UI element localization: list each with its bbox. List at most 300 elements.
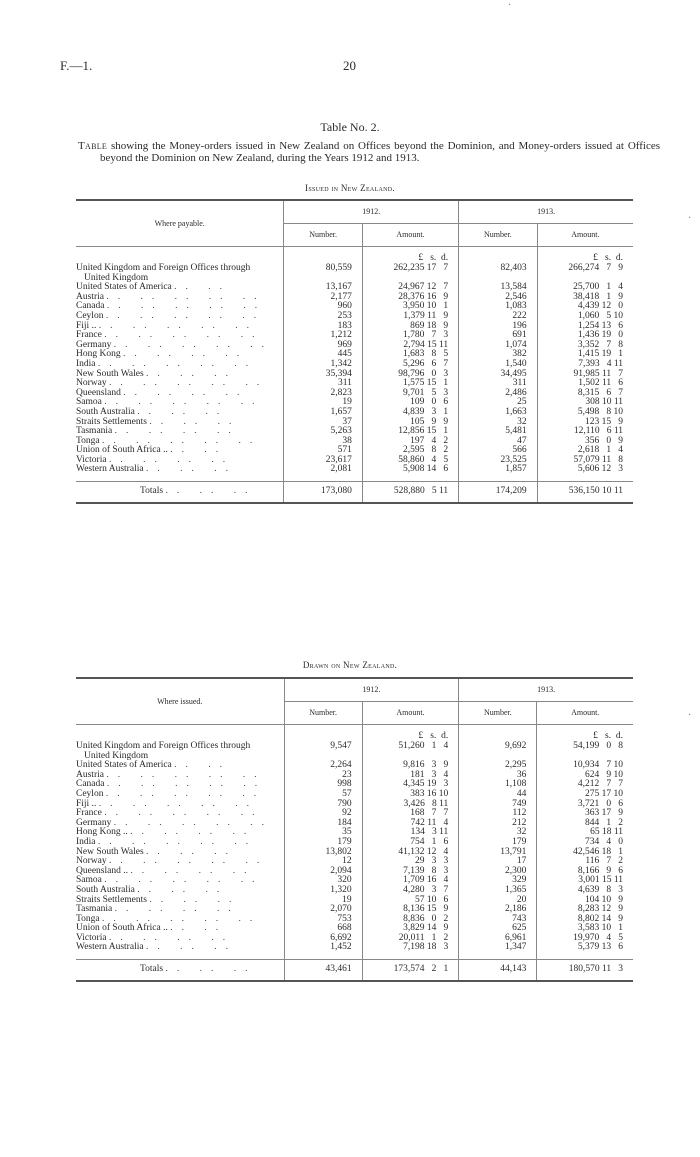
amount-1913: 1,060 5 10 xyxy=(537,312,633,322)
number-header: Number. xyxy=(284,224,362,247)
number-1913: 6,961 xyxy=(459,934,537,944)
number-1912: 5,263 xyxy=(284,427,362,437)
number-1912: 320 xyxy=(284,876,362,886)
total-number-1912: 43,461 xyxy=(284,960,362,982)
leader-dots: .. .. .. xyxy=(165,486,257,497)
leader-dots: .. .. .. .. .. xyxy=(97,836,258,847)
number-1912: 1,657 xyxy=(284,408,362,418)
number-header: Number. xyxy=(284,702,362,725)
number-1912: 753 xyxy=(284,915,362,925)
amount-1912: 98,796 0 3 xyxy=(362,370,458,380)
amount-1912: 1,575 15 1 xyxy=(362,379,458,389)
place-name: Austria xyxy=(76,291,104,302)
number-1912: 80,559 xyxy=(284,264,362,274)
amount-1913: 91,985 11 7 xyxy=(537,370,633,380)
number-1913: 1,083 xyxy=(459,302,537,312)
leader-dots: .. .. .. .. .. xyxy=(108,856,269,867)
number-1912: 668 xyxy=(284,924,362,934)
leader-dots: .. .. xyxy=(170,923,228,934)
leader-dots: .. .. .. .. xyxy=(114,426,240,437)
number-1913: 34,495 xyxy=(459,370,537,380)
amount-1912: 5,296 6 7 xyxy=(362,360,458,370)
place-name: India xyxy=(76,358,96,369)
table-row xyxy=(76,943,633,953)
amount-1913: 25,700 1 4 xyxy=(537,283,633,293)
place-name: South Australia xyxy=(76,406,135,417)
place-name: Fiji .. xyxy=(76,320,97,331)
amount-1912: 4,280 3 7 xyxy=(362,886,459,896)
number-1912: 19 xyxy=(284,896,362,906)
place-name: France xyxy=(76,808,102,819)
leader-dots: .. .. .. xyxy=(146,846,238,857)
place-name: Tonga xyxy=(76,435,100,446)
amount-1913: 54,199 0 8 xyxy=(537,742,633,752)
place-name: Queensland xyxy=(76,387,121,398)
number-1913: 47 xyxy=(459,437,537,447)
drawn-section-heading: Drawn on New Zealand. xyxy=(302,660,398,670)
total-number-1913: 44,143 xyxy=(459,960,537,982)
totals-row xyxy=(76,960,633,982)
place-name: Germany xyxy=(76,817,112,828)
place-cell xyxy=(76,943,284,953)
issued-rows xyxy=(76,247,633,504)
number-1913: 9,692 xyxy=(459,742,537,752)
number-1913: 566 xyxy=(459,446,537,456)
number-1913: 13,584 xyxy=(459,283,537,293)
leader-dots: .. .. .. .. xyxy=(108,454,235,465)
totals-label: Totals xyxy=(140,964,164,975)
amount-1913: 5,606 12 3 xyxy=(537,465,633,475)
number-1913: 20 xyxy=(459,896,537,906)
amount-1912: 742 11 4 xyxy=(362,819,459,829)
number-1912: 969 xyxy=(284,341,362,351)
amount-1912: 754 1 6 xyxy=(362,838,459,848)
amount-1912: 9,816 3 9 xyxy=(362,761,459,771)
leader-dots: .. .. .. .. .. xyxy=(108,378,269,389)
year-1913-header: 1913. xyxy=(459,200,633,224)
number-1913: 32 xyxy=(459,828,537,838)
place-name: United Kingdom xyxy=(84,750,149,761)
place-name: Austria xyxy=(76,769,104,780)
amount-1912: 2,794 15 11 xyxy=(362,341,458,351)
amount-1912: 1,379 11 9 xyxy=(362,312,458,322)
place-name: Norway xyxy=(76,378,107,389)
number-1912: 2,081 xyxy=(284,465,362,475)
number-1913: 82,403 xyxy=(459,264,537,274)
leader-dots: .. .. .. .. .. xyxy=(106,291,266,302)
amount-1912: 57 10 6 xyxy=(362,896,459,906)
number-1913: 25 xyxy=(459,398,537,408)
amount-1912: 24,967 12 7 xyxy=(362,283,458,293)
amount-1912: 51,260 1 4 xyxy=(362,742,459,752)
number-1913: 36 xyxy=(459,771,537,781)
amount-1912: 29 3 3 xyxy=(362,857,459,867)
number-1912: 445 xyxy=(284,350,362,360)
amount-header: Amount. xyxy=(362,702,459,725)
description-lead: Table xyxy=(78,140,108,152)
units-label: £ s. d. xyxy=(362,253,458,264)
units-label: £ s. d. xyxy=(362,731,459,742)
amount-1913: 38,418 1 9 xyxy=(537,293,633,303)
amount-1913: 5,498 8 10 xyxy=(537,408,633,418)
description-text: showing the Money-orders issued in New Zealand on Offices beyond the Dominion, and Money-orders issued at Offices beyond the Dominion on New Zealand, during the Years 1912 and 1913. xyxy=(100,140,661,164)
number-1913: 1,857 xyxy=(459,465,537,475)
place-name: Ceylon xyxy=(76,310,104,321)
amount-1913: 1,436 19 0 xyxy=(537,331,633,341)
amount-1912: 3,829 14 9 xyxy=(362,924,459,934)
leader-dots: .. .. .. xyxy=(149,894,241,905)
number-1913: 749 xyxy=(459,800,537,810)
scan-mark: · xyxy=(508,0,512,11)
number-1912: 1,452 xyxy=(284,943,362,953)
leader-dots: .. .. xyxy=(170,445,228,456)
number-1912: 1,342 xyxy=(284,360,362,370)
place-name: United Kingdom and Foreign Offices through xyxy=(76,741,251,751)
number-1912: 13,802 xyxy=(284,848,362,858)
amount-1912: 12,856 15 1 xyxy=(362,427,458,437)
amount-1913: 65 18 11 xyxy=(537,828,633,838)
number-1912: 2,264 xyxy=(284,761,362,771)
issued-table xyxy=(76,199,633,504)
amount-1912: 197 4 2 xyxy=(362,437,458,447)
place-name: Straits Settlements xyxy=(76,416,147,427)
margin-mark: · xyxy=(688,213,692,224)
place-name: Straits Settlements xyxy=(76,894,147,905)
place-name: Samoa xyxy=(76,875,102,886)
amount-1912: 58,860 4 5 xyxy=(362,456,458,466)
leader-dots: .. .. .. .. .. xyxy=(104,397,264,408)
where-issued-header: Where issued. xyxy=(76,678,284,725)
drawn-table xyxy=(76,677,633,982)
place-name: United States of America xyxy=(76,282,172,293)
number-1912: 57 xyxy=(284,790,362,800)
place-name: Union of South Africa .. xyxy=(76,445,168,456)
table-row xyxy=(76,465,633,475)
amount-1913: 8,802 14 9 xyxy=(537,915,633,925)
number-header: Number. xyxy=(459,702,537,725)
number-1913: 382 xyxy=(459,350,537,360)
number-1913: 44 xyxy=(459,790,537,800)
number-1913: 1,347 xyxy=(459,943,537,953)
amount-1913: 104 10 9 xyxy=(537,896,633,906)
place-name: Hong Kong .. xyxy=(76,827,128,838)
amount-1912: 869 18 9 xyxy=(362,322,458,332)
place-name: United Kingdom and Foreign Offices through xyxy=(76,263,251,273)
totals-label-cell xyxy=(76,482,284,504)
leader-dots: .. .. .. .. xyxy=(114,904,240,915)
drawn-rows xyxy=(76,725,633,982)
number-1912: 184 xyxy=(284,819,362,829)
number-1912: 23,617 xyxy=(284,456,362,466)
leader-dots: .. .. .. .. .. xyxy=(105,310,266,321)
amount-1912: 1,780 7 3 xyxy=(362,331,458,341)
place-name: South Australia xyxy=(76,884,135,895)
number-1913: 1,365 xyxy=(459,886,537,896)
number-1912: 13,167 xyxy=(284,283,362,293)
number-1913: 13,791 xyxy=(459,848,537,858)
number-1913: 2,300 xyxy=(459,867,537,877)
number-1912: 998 xyxy=(284,780,362,790)
amount-1912: 7,139 8 3 xyxy=(362,867,459,877)
number-1912: 12 xyxy=(284,857,362,867)
amount-1913: 116 7 2 xyxy=(537,857,633,867)
amount-1913: 4,639 8 3 xyxy=(537,886,633,896)
amount-1912: 3,950 10 1 xyxy=(362,302,458,312)
year-1913-header: 1913. xyxy=(459,678,633,702)
amount-header: Amount. xyxy=(362,224,458,247)
number-1912: 35 xyxy=(284,828,362,838)
amount-1913: 1,254 13 6 xyxy=(537,322,633,332)
place-name: India xyxy=(76,836,96,847)
amount-header: Amount. xyxy=(537,702,633,725)
number-1912: 37 xyxy=(284,418,362,428)
year-1912-header: 1912. xyxy=(284,678,459,702)
leader-dots: .. .. .. xyxy=(165,964,257,975)
number-1913: 17 xyxy=(459,857,537,867)
place-name: Samoa xyxy=(76,397,102,408)
number-1913: 222 xyxy=(459,312,537,322)
place-name: Western Australia xyxy=(76,942,144,953)
amount-1913: 2,618 1 4 xyxy=(537,446,633,456)
amount-1912: 20,011 1 2 xyxy=(362,934,459,944)
leader-dots: .. .. .. .. .. xyxy=(104,330,264,341)
place-name: Western Australia xyxy=(76,464,144,475)
total-amount-1913: 180,570 11 3 xyxy=(537,960,633,982)
number-1912: 311 xyxy=(284,379,362,389)
number-1912: 790 xyxy=(284,800,362,810)
place-name: New South Wales xyxy=(76,846,144,857)
number-1912: 2,823 xyxy=(284,389,362,399)
leader-dots: .. .. .. .. xyxy=(122,349,249,360)
place-name: Ceylon xyxy=(76,788,104,799)
amount-1913: 8,166 9 6 xyxy=(537,867,633,877)
amount-1913: 19,970 4 5 xyxy=(537,934,633,944)
amount-1912: 383 16 10 xyxy=(362,790,459,800)
amount-1912: 134 3 11 xyxy=(362,828,459,838)
total-amount-1912: 528,880 5 11 xyxy=(362,482,458,504)
leader-dots: .. .. .. .. .. xyxy=(113,817,273,828)
leader-dots: .. .. .. .. xyxy=(130,865,256,876)
amount-1912: 8,136 15 9 xyxy=(362,905,459,915)
amount-1913: 57,079 11 8 xyxy=(537,456,633,466)
place-cell xyxy=(76,465,284,475)
number-1912: 1,320 xyxy=(284,886,362,896)
place-name: Canada xyxy=(76,301,105,312)
table-row xyxy=(76,264,633,274)
units-label: £ s. d. xyxy=(537,731,633,742)
margin-mark: · xyxy=(688,710,692,721)
number-1913: 1,108 xyxy=(459,780,537,790)
issued-section-heading: Issued in New Zealand. xyxy=(305,183,395,193)
amount-1912: 1,683 8 5 xyxy=(362,350,458,360)
amount-1913: 275 17 10 xyxy=(537,790,633,800)
amount-1912: 2,595 8 2 xyxy=(362,446,458,456)
number-1913: 743 xyxy=(459,915,537,925)
amount-1913: 3,001 15 11 xyxy=(537,876,633,886)
number-1912: 179 xyxy=(284,838,362,848)
table-row xyxy=(76,742,633,752)
amount-1913: 7,393 4 11 xyxy=(537,360,633,370)
number-1913: 1,540 xyxy=(459,360,537,370)
place-name: New South Wales xyxy=(76,368,144,379)
number-1913: 2,295 xyxy=(459,761,537,771)
number-1912: 571 xyxy=(284,446,362,456)
number-1913: 1,074 xyxy=(459,341,537,351)
number-1913: 32 xyxy=(459,418,537,428)
amount-1912: 168 7 7 xyxy=(362,809,459,819)
total-amount-1912: 173,574 2 1 xyxy=(362,960,459,982)
number-1913: 2,486 xyxy=(459,389,537,399)
number-header: Number. xyxy=(459,224,537,247)
amount-1912: 28,376 16 9 xyxy=(362,293,458,303)
leader-dots: .. .. .. .. .. xyxy=(106,301,267,312)
leader-dots: .. .. .. .. .. xyxy=(106,779,267,790)
amount-1913: 4,212 7 7 xyxy=(537,780,633,790)
number-1912: 1,212 xyxy=(284,331,362,341)
amount-1912: 5,908 14 6 xyxy=(362,465,458,475)
place-name: Canada xyxy=(76,779,105,790)
amount-1913: 624 9 10 xyxy=(537,771,633,781)
place-name: Victoria xyxy=(76,454,107,465)
year-1912-header: 1912. xyxy=(284,200,459,224)
place-name: Germany xyxy=(76,339,112,350)
amount-1912: 4,345 19 3 xyxy=(362,780,459,790)
place-name: Tasmania xyxy=(76,426,113,437)
number-1912: 6,692 xyxy=(284,934,362,944)
number-1913: 179 xyxy=(459,838,537,848)
number-1912: 183 xyxy=(284,322,362,332)
amount-1912: 105 9 9 xyxy=(362,418,458,428)
leader-dots: .. .. .. xyxy=(145,464,237,475)
page-reference: F.—1. xyxy=(60,58,93,73)
place-name: Queensland .. xyxy=(76,865,128,876)
number-1913: 329 xyxy=(459,876,537,886)
amount-1913: 356 0 9 xyxy=(537,437,633,447)
place-name: Tasmania xyxy=(76,904,113,915)
leader-dots: .. .. .. .. .. xyxy=(113,339,273,350)
leader-dots: .. .. .. .. .. xyxy=(101,435,262,446)
number-1913: 196 xyxy=(459,322,537,332)
amount-1913: 3,352 7 8 xyxy=(537,341,633,351)
number-1913: 212 xyxy=(459,819,537,829)
number-1912: 9,547 xyxy=(284,742,362,752)
amount-1912: 181 3 4 xyxy=(362,771,459,781)
leader-dots: .. .. .. .. .. xyxy=(98,798,258,809)
leader-dots: .. .. .. .. xyxy=(108,932,235,943)
place-name: United States of America xyxy=(76,760,172,771)
place-name: United Kingdom xyxy=(84,272,149,283)
leader-dots: .. .. .. .. .. xyxy=(101,913,262,924)
total-number-1913: 174,209 xyxy=(459,482,537,504)
amount-1912: 1,709 16 4 xyxy=(362,876,459,886)
amount-1912: 3,426 8 11 xyxy=(362,800,459,810)
leader-dots: .. .. .. xyxy=(137,884,229,895)
number-1912: 960 xyxy=(284,302,362,312)
leader-dots: .. .. .. .. .. xyxy=(104,875,264,886)
leader-dots: .. .. .. .. .. xyxy=(106,769,266,780)
amount-1913: 1,502 11 6 xyxy=(537,379,633,389)
leader-dots: .. .. .. xyxy=(137,406,229,417)
leader-dots: .. .. .. .. .. xyxy=(104,808,264,819)
amount-1913: 266,274 7 9 xyxy=(537,264,633,274)
leader-dots: .. .. .. .. .. xyxy=(98,320,258,331)
number-1913: 2,546 xyxy=(459,293,537,303)
number-1912: 2,094 xyxy=(284,867,362,877)
number-1913: 2,186 xyxy=(459,905,537,915)
amount-1913: 8,283 12 9 xyxy=(537,905,633,915)
number-1913: 5,481 xyxy=(459,427,537,437)
amount-1913: 42,546 18 1 xyxy=(537,848,633,858)
place-name: Norway xyxy=(76,856,107,867)
place-name: Fiji .. xyxy=(76,798,97,809)
total-amount-1913: 536,150 10 11 xyxy=(537,482,633,504)
leader-dots: .. .. .. .. .. xyxy=(97,358,258,369)
amount-1913: 10,934 7 10 xyxy=(537,761,633,771)
amount-1913: 4,439 12 0 xyxy=(537,302,633,312)
amount-1913: 1,415 19 1 xyxy=(537,350,633,360)
leader-dots: .. .. xyxy=(174,760,232,771)
number-1913: 625 xyxy=(459,924,537,934)
where-payable-header: Where payable. xyxy=(76,200,284,247)
number-1913: 311 xyxy=(459,379,537,389)
number-1912: 23 xyxy=(284,771,362,781)
leader-dots: .. .. .. .. xyxy=(130,827,256,838)
number-1912: 38 xyxy=(284,437,362,447)
amount-1913: 734 4 0 xyxy=(537,838,633,848)
leader-dots: .. .. .. xyxy=(149,416,241,427)
number-1912: 2,177 xyxy=(284,293,362,303)
totals-label-cell xyxy=(76,960,284,982)
amount-1913: 308 10 11 xyxy=(537,398,633,408)
table-title: Table No. 2. xyxy=(320,120,380,134)
amount-1912: 4,839 3 1 xyxy=(362,408,458,418)
amount-1913: 3,583 10 1 xyxy=(537,924,633,934)
leader-dots: .. .. xyxy=(174,282,232,293)
amount-1912: 7,198 18 3 xyxy=(362,943,459,953)
amount-1913: 363 17 9 xyxy=(537,809,633,819)
number-1913: 1,663 xyxy=(459,408,537,418)
leader-dots: .. .. .. xyxy=(146,368,238,379)
number-1913: 112 xyxy=(459,809,537,819)
amount-1912: 8,836 0 2 xyxy=(362,915,459,925)
units-label: £ s. d. xyxy=(537,253,633,264)
number-1912: 92 xyxy=(284,809,362,819)
page-number: 20 xyxy=(343,58,356,73)
total-number-1912: 173,080 xyxy=(284,482,362,504)
amount-1912: 41,132 12 4 xyxy=(362,848,459,858)
number-1912: 2,070 xyxy=(284,905,362,915)
leader-dots: .. .. .. .. xyxy=(123,387,249,398)
totals-row xyxy=(76,482,633,504)
amount-header: Amount. xyxy=(537,224,633,247)
number-1913: 23,525 xyxy=(459,456,537,466)
amount-1913: 12,110 6 11 xyxy=(537,427,633,437)
place-name: Hong Kong xyxy=(76,349,121,360)
amount-1913: 5,379 13 6 xyxy=(537,943,633,953)
amount-1913: 3,721 0 6 xyxy=(537,800,633,810)
amount-1913: 8,315 6 7 xyxy=(537,389,633,399)
place-name: Tonga xyxy=(76,913,100,924)
amount-1913: 123 15 9 xyxy=(537,418,633,428)
table-description xyxy=(78,140,660,164)
number-1912: 19 xyxy=(284,398,362,408)
number-1912: 253 xyxy=(284,312,362,322)
totals-label: Totals xyxy=(140,486,164,497)
amount-1912: 109 0 6 xyxy=(362,398,458,408)
leader-dots: .. .. .. .. .. xyxy=(105,788,266,799)
place-name: Union of South Africa .. xyxy=(76,923,168,934)
number-1912: 35,394 xyxy=(284,370,362,380)
